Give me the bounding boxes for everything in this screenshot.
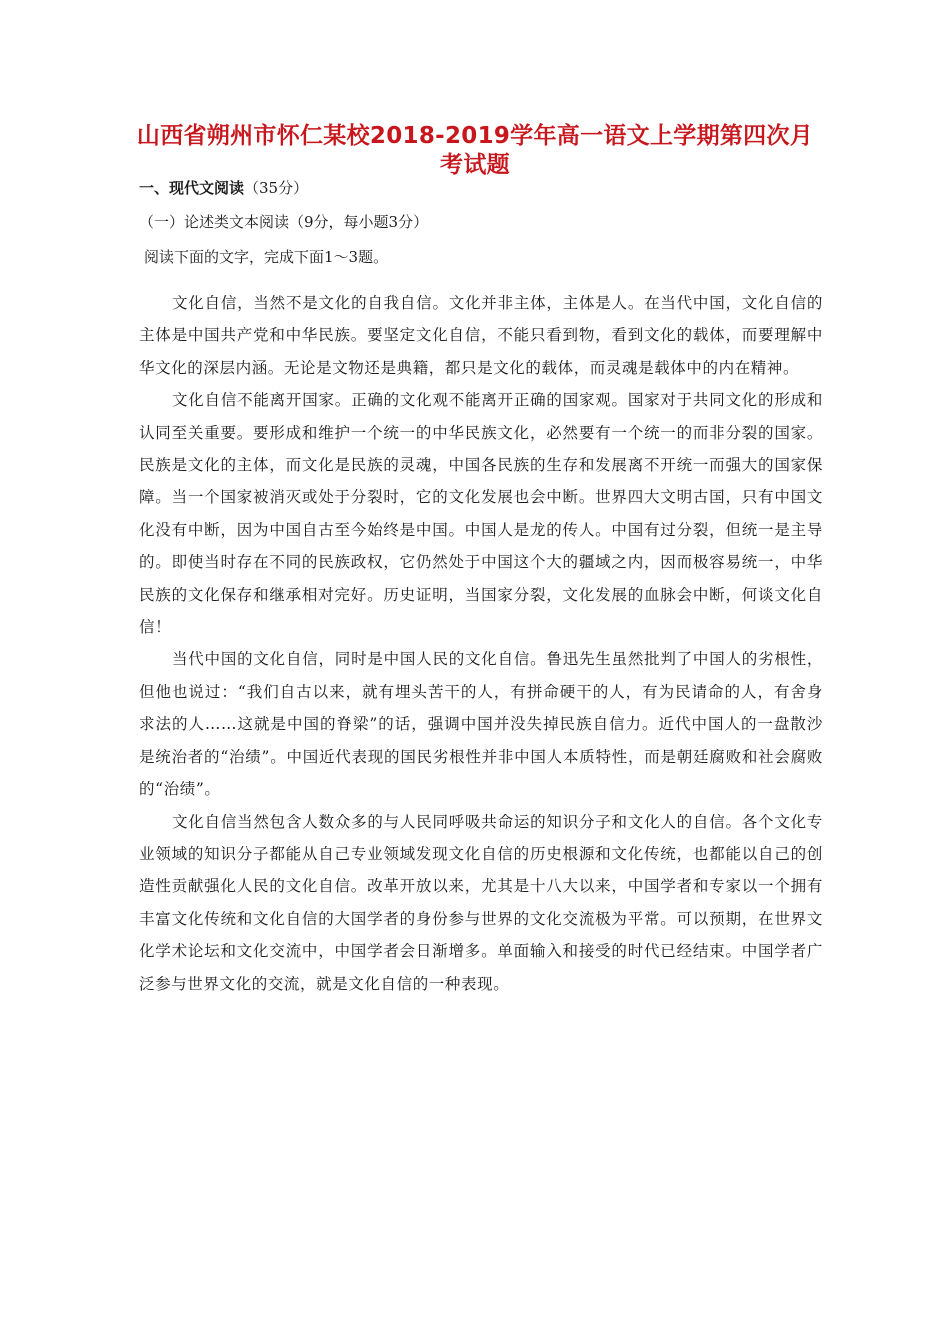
reading-instruction: 阅读下面的文字，完成下面1～3题。 (144, 248, 389, 266)
passage-paragraph-4: 文化自信当然包含人数众多的与人民同呼吸共命运的知识分子和文化人的自信。各个文化专业领域的知识分子都能从自己专业领域发现文化自信的历史根源和文化传统，也都能以自己的创造性贡献强化人民的文化自信。改革开放以来，尤其是十八大以来，中国学者和专家以一个拥有丰富文化传统和文化自信的大国学者的身份参与世界的文化交流极为平常。可以预期，在世界文化学术论坛和文化交流中，中国学者会日渐增多。单面输入和接受的时代已经结束。中国学者广泛参与世界文化的交流，就是文化自信的一种表现。 (139, 812, 823, 993)
section-heading (139, 178, 308, 198)
passage-paragraph-2: 文化自信不能离开国家。正确的文化观不能离开正确的国家观。国家对于共同文化的形成和认同至关重要。要形成和维护一个统一的中华民族文化，必然要有一个统一的而非分裂的国家。民族是文化的主体，而文化是民族的灵魂，中国各民族的生存和发展离不开统一而强大的国家保障。当一个国家被消灭或处于分裂时，它的文化发展也会中断。世界四大文明古国，只有中国文化没有中断，因为中国自古至今始终是中国。中国人是龙的传人。中国有过分裂，但统一是主导的。即使当时存在不同的民族政权，它仍然处于中国这个大的疆域之内，因而极容易统一，中华民族的文化保存和继承相对完好。历史证明，当国家分裂，文化发展的血脉会中断，何谈文化自信！ (139, 391, 823, 637)
section-points: （35分） (244, 179, 309, 197)
document-title: 山西省朔州市怀仁某校2018-2019学年高一语文上学期第四次月考试题 (136, 123, 814, 178)
subsection-heading: （一）论述类文本阅读（9分，每小题3分） (139, 213, 429, 231)
passage-body (139, 287, 823, 1000)
section-heading-text: 一、现代文阅读 (139, 179, 245, 197)
passage-paragraph-1: 文化自信，当然不是文化的自我自信。文化并非主体，主体是人。在当代中国，文化自信的主体是中国共产党和中华民族。要坚定文化自信，不能只看到物，看到文化的载体，而要理解中华文化的深层内涵。无论是文物还是典籍，都只是文化的载体，而灵魂是载体中的内在精神。 (139, 294, 823, 377)
passage-paragraph-3: 当代中国的文化自信，同时是中国人民的文化自信。鲁迅先生虽然批判了中国人的劣根性，但他也说过：“我们自古以来，就有埋头苦干的人，有拼命硬干的人，有为民请命的人，有舍身求法的人……这就是中国的脊梁”的话，强调中国并没失掉民族自信力。近代中国人的一盘散沙是统治者的“治绩”。中国近代表现的国民劣根性并非中国人本质特性，而是朝廷腐败和社会腐败的“治绩”。 (139, 650, 823, 799)
